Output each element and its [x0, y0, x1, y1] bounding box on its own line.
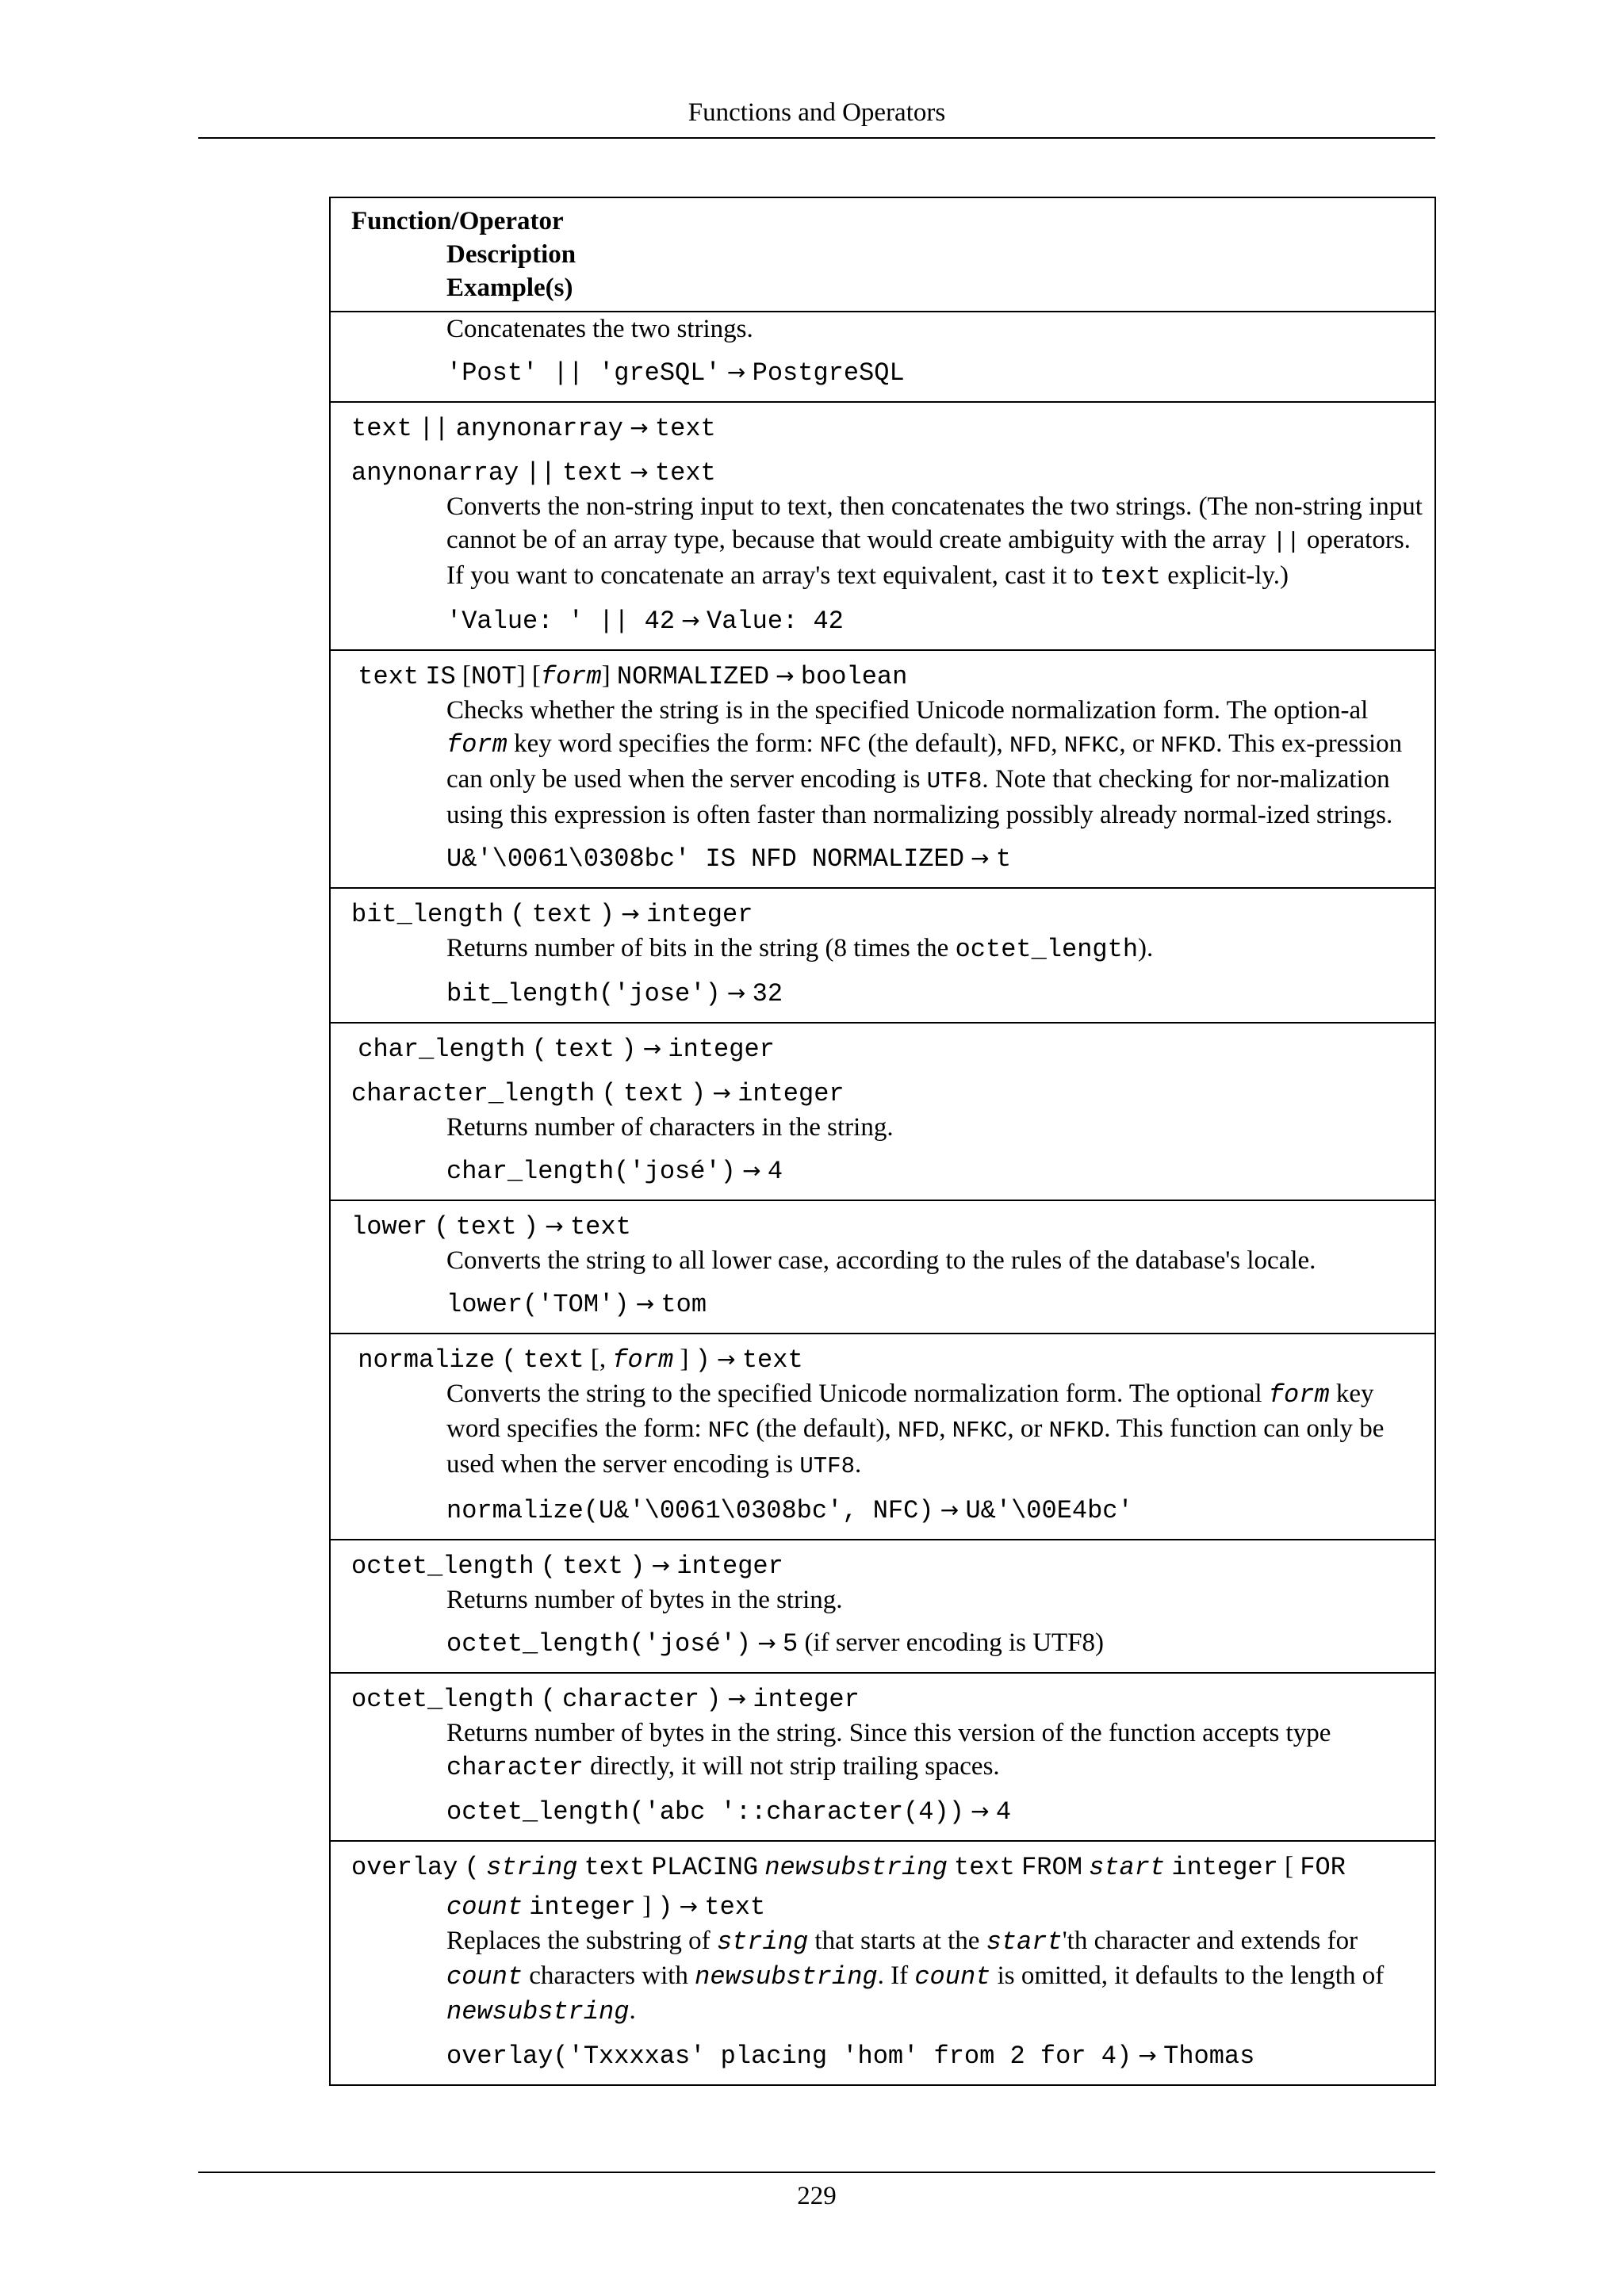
- table-cell: [330, 888, 1435, 1023]
- table-row: [330, 1023, 1435, 1200]
- table-row: [330, 888, 1435, 1023]
- row-example: U&'\0061\0308bc' IS NFD NORMALIZED → t: [446, 844, 1012, 874]
- table-row: [330, 402, 1435, 650]
- row-description: Returns number of bytes in the string. Since this version of the function accepts type character directly, it will not strip trailing spaces.: [446, 1719, 1331, 1782]
- table-header-cell: [330, 197, 1435, 312]
- table-cell: [330, 1200, 1435, 1334]
- row-signature: normalize ( text [, form ] ) → text: [358, 1345, 803, 1375]
- row-description: Replaces the substring of string that starts at the start'th character and extends for count characters with newsubstring. If count is omitted, it defaults to the length of newsubstring.: [446, 1927, 1385, 2026]
- row-signature: octet_length ( character ) → integer: [351, 1685, 860, 1714]
- row-signature: text IS [NOT] [form] NORMALIZED → boolean: [358, 661, 908, 691]
- row-example: 'Value: ' || 42 → Value: 42: [446, 607, 844, 636]
- page-number: 229: [797, 2182, 837, 2210]
- header-rule: [198, 137, 1435, 139]
- row-signature: bit_length ( text ) → integer: [351, 900, 753, 929]
- row-signature-alt: anynonarray || text → text: [351, 458, 716, 488]
- row-description: Returns number of bytes in the string.: [446, 1586, 843, 1614]
- row-signature: octet_length ( text ) → integer: [351, 1552, 783, 1581]
- table-cell: [330, 1673, 1435, 1841]
- row-example: overlay('Txxxxas' placing 'hom' from 2 for 4) → Thomas: [446, 2042, 1255, 2071]
- functions-table: [329, 197, 1436, 2086]
- row-signature: lower ( text ) → text: [351, 1212, 631, 1242]
- row-description: Concatenates the two strings.: [446, 315, 753, 343]
- row-signature: overlay ( string text PLACING newsubstring text FROM start integer [ FOR: [351, 1852, 1346, 1882]
- header-examples: Example(s): [446, 274, 573, 302]
- row-description: Returns number of characters in the string.: [446, 1113, 894, 1142]
- table-cell: [330, 1334, 1435, 1540]
- table-header-row: [330, 197, 1435, 312]
- table-row: [330, 1334, 1435, 1540]
- row-description: Converts the non-string input to text, then concatenates the two strings. (The non-string input cannot be of an array type, because that would create ambiguity with the array || operators. If you want to concatenate an array's text equivalent, cast it to text explicit-ly.): [446, 492, 1423, 591]
- row-example: bit_length('jose') → 32: [446, 979, 783, 1008]
- table-row: [330, 1841, 1435, 2085]
- table-cell: [330, 1841, 1435, 2085]
- table-cell: [330, 1540, 1435, 1673]
- row-description: Returns number of bits in the string (8 times the octet_length).: [446, 934, 1154, 964]
- header-function-operator: Function/Operator: [351, 207, 564, 235]
- row-signature-alt: character_length ( text ) → integer: [351, 1079, 845, 1108]
- row-example: 'Post' || 'greSQL' → PostgreSQL: [446, 358, 905, 388]
- table-cell: [330, 402, 1435, 650]
- row-description: Checks whether the string is in the specified Unicode normalization form. The option-al form key word specifies the form: NFC (the default), NFD, NFKC, or NFKD. This ex-pression can only be used when the server encoding is UTF8. Note that checking for nor-malization using this expression is often faster than normalizing possibly already normal-ized strings.: [446, 696, 1403, 829]
- table-row: [330, 1200, 1435, 1334]
- header-description: Description: [446, 240, 576, 269]
- row-example: normalize(U&'\0061\0308bc', NFC) → U&'\00E4bc': [446, 1496, 1133, 1525]
- table-row: [330, 1673, 1435, 1841]
- running-head: Functions and Operators: [688, 98, 946, 127]
- row-example: lower('TOM') → tom: [446, 1290, 707, 1319]
- table-cell: [330, 1023, 1435, 1200]
- row-example: octet_length('abc '::character(4)) → 4: [446, 1797, 1012, 1827]
- table-row: [330, 312, 1435, 402]
- table-cell: [330, 312, 1435, 402]
- footer-rule: [198, 2172, 1435, 2173]
- row-example: char_length('josé') → 4: [446, 1157, 783, 1186]
- row-signature: char_length ( text ) → integer: [358, 1035, 775, 1064]
- table-cell: [330, 650, 1435, 888]
- row-example: octet_length('josé') → 5 (if server encoding is UTF8): [446, 1628, 1105, 1659]
- table-row: [330, 1540, 1435, 1673]
- row-description: Converts the string to the specified Unicode normalization form. The optional form key word specifies the form: NFC (the default), NFD, NFKC, or NFKD. This function can only be used when the server encoding is UTF8.: [446, 1380, 1385, 1479]
- row-description: Converts the string to all lower case, according to the rules of the database's locale.: [446, 1246, 1316, 1275]
- row-signature: text || anynonarray → text: [351, 414, 716, 443]
- row-signature-cont: count integer ] ) → text: [446, 1892, 766, 1922]
- table-row: [330, 650, 1435, 888]
